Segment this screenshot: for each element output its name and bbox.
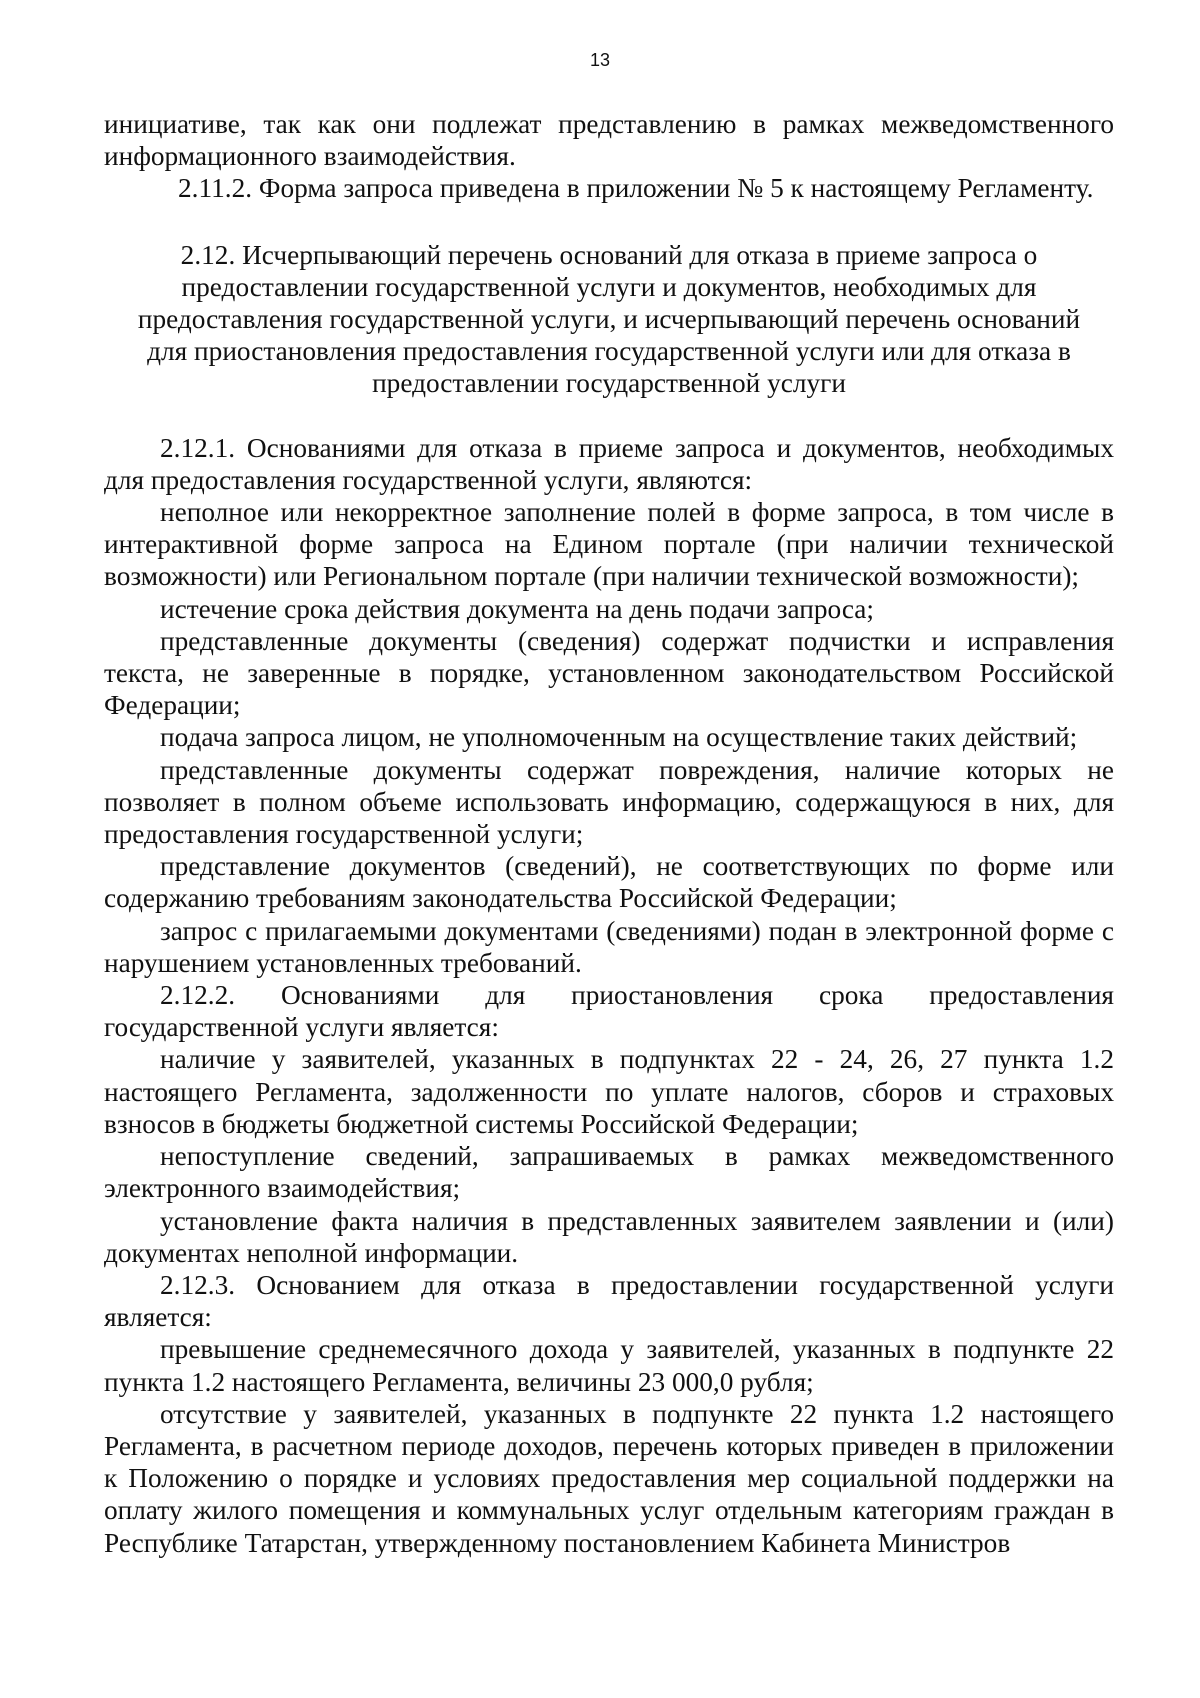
list-item: превышение среднемесячного дохода у заявителей, указанных в подпункте 22 пункта 1.2 настоящего Регламента, величины 23 000,0 рубля; <box>104 1334 1114 1397</box>
section-heading-2-12 <box>104 239 1114 400</box>
heading-line: предоставления государственной услуги, и исчерпывающий перечень оснований <box>137 304 1081 335</box>
paragraph-2-12-3: 2.12.3. Основанием для отказа в предоставлении государственной услуги является: <box>104 1269 1114 1333</box>
paragraph-2-11-2: 2.11.2. Форма запроса приведена в приложении № 5 к настоящему Регламенту. <box>178 173 1094 204</box>
list-item: истечение срока действия документа на день подачи запроса; <box>160 593 874 624</box>
list-item: непоступление сведений, запрашиваемых в рамках межведомственного электронного взаимодействия; <box>104 1141 1114 1204</box>
list-item: неполное или некорректное заполнение полей в форме запроса, в том числе в интерактивной форме запроса на Едином портале (при наличии технической возможности) или Региональном портале (при наличии технической возможности); <box>104 497 1114 592</box>
document-body <box>104 108 1114 1559</box>
heading-line: для приостановления предоставления государственной услуги или для отказа в <box>147 336 1071 367</box>
list-item: представленные документы содержат повреждения, наличие которых не позволяет в полном объеме использовать информацию, содержащуюся в них, для предоставления государственной услуги; <box>104 754 1114 850</box>
paragraph-2-12-2: 2.12.2. Основаниями для приостановления срока предоставления государственной услуги является: <box>104 980 1114 1043</box>
list-item: подача запроса лицом, не уполномоченным на осуществление таких действий; <box>160 722 1078 753</box>
list-item: наличие у заявителей, указанных в подпунктах 22 - 24, 26, 27 пункта 1.2 настоящего Регламента, задолженности по уплате налогов, сборов и страховых взносов в бюджеты бюджетной системы Российской Федерации; <box>104 1044 1114 1139</box>
heading-line: предоставлении государственной услуги <box>372 368 846 399</box>
heading-line: 2.12. Исчерпывающий перечень оснований для отказа в приеме запроса о <box>180 239 1038 270</box>
paragraph-continuation: инициативе, так как они подлежат представлению в рамках межведомственного информационного взаимодействия. <box>104 109 1114 172</box>
page-number: 13 <box>589 50 611 70</box>
list-item: установление факта наличия в представленных заявителем заявлении и (или) документах неполной информации. <box>104 1205 1114 1268</box>
list-item: представление документов (сведений), не соответствующих по форме или содержанию требованиям законодательства Российской Федерации; <box>104 851 1114 914</box>
list-item: запрос с прилагаемыми документами (сведениями) подан в электронной форме с нарушением установленных требований. <box>104 915 1114 978</box>
list-item: представленные документы (сведения) содержат подчистки и исправления текста, не заверенные в порядке, установленном законодательством Российской Федерации; <box>104 625 1114 721</box>
heading-line: предоставлении государственной услуги и документов, необходимых для <box>181 271 1037 302</box>
paragraph-2-12-1: 2.12.1. Основаниями для отказа в приеме запроса и документов, необходимых для предоставления государственной услуги, являются: <box>104 432 1114 495</box>
list-item: отсутствие у заявителей, указанных в подпункте 22 пункта 1.2 настоящего Регламента, в расчетном периоде доходов, перечень которых приведен в приложении к Положению о порядке и условиях предоставления мер социальной поддержки на оплату жилого помещения и коммунальных услуг отдельным категориям граждан в Республике Татарстан, утвержденному постановлением Кабинета Министров <box>104 1398 1114 1558</box>
